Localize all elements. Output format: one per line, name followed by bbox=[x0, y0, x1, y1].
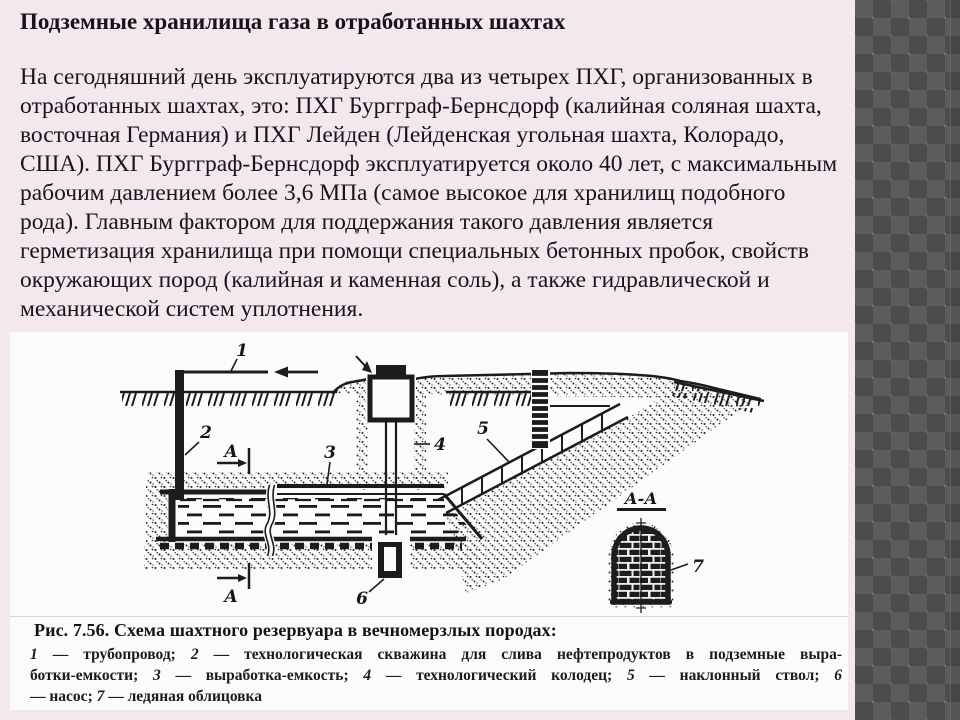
diagram-label-7: 7 bbox=[692, 557, 704, 577]
slide-title: Подземные хранилища газа в отработанных шахтах bbox=[20, 9, 566, 34]
legend-item-number: 3 bbox=[152, 667, 161, 684]
diagram-label-3: 3 bbox=[324, 443, 336, 463]
figure-panel bbox=[10, 332, 848, 710]
legend-item-number: 1 bbox=[30, 646, 38, 663]
legend-item-number: 6 bbox=[834, 667, 842, 684]
figure-legend-line bbox=[30, 686, 842, 707]
section-view-title: А-А bbox=[624, 489, 658, 508]
legend-item-text: — технологическая скважина для слива нефтепродуктов в подземные выра- bbox=[198, 646, 842, 663]
section-view-a-a bbox=[610, 510, 672, 614]
pattern-edge-seam bbox=[950, 0, 951, 720]
slide-text-block bbox=[20, 8, 844, 324]
figure-caption-title: Рис. 7.56. Схема шахтного резервуара в вечномерзлых породах: bbox=[34, 620, 557, 640]
legend-item-text: — насос; bbox=[30, 688, 97, 705]
mine-reservoir-diagram bbox=[10, 332, 848, 615]
figure-legend-line bbox=[30, 644, 842, 665]
diagram-label-6: 6 bbox=[356, 589, 368, 609]
drain-well-2 bbox=[175, 370, 184, 500]
pipeline-1 bbox=[178, 367, 318, 378]
diagram-label-4: 4 bbox=[434, 435, 446, 455]
legend-item-number: 7 bbox=[96, 688, 105, 705]
diagram-label-2: 2 bbox=[200, 423, 212, 443]
legend-item-text: — технологический колодец; bbox=[371, 667, 627, 684]
legend-item-text: ботки-емкости; bbox=[30, 667, 153, 684]
diagram-label-5: 5 bbox=[477, 419, 489, 439]
section-marker-top: А bbox=[224, 442, 238, 462]
slide-body-paragraph: На сегодняшний день эксплуатируются два из четырех ПХГ, организованных в отработанных шахтах, это: ПХГ Бургграф-Бернсдорф (калийная соляная шахта, восточная Германия) и ПХГ Лейден (Лейденская угольная шахта, Колорадо, США). ПХГ Бургграф-Бернсдорф эксплуатируется около 40 лет, с максимальным рабочим давлением более 3,6 МПа (самое высокое для хранилищ подобного рода). Главным фактором для поддержания такого давления является герметизация хранилища при помощи специальных бетонных пробок, свойств окружающих пород (калийная и каменная соль), а также гидравлической и механической систем уплотнения. bbox=[20, 64, 838, 322]
pump-6 bbox=[372, 535, 410, 583]
flow-arrow bbox=[274, 367, 288, 378]
pattern-edge-shade bbox=[951, 0, 960, 720]
legend-item-number: 2 bbox=[190, 646, 199, 663]
figure-divider-line bbox=[10, 616, 848, 617]
section-marker-bottom: А bbox=[224, 587, 238, 607]
diagram-label-1: 1 bbox=[236, 341, 248, 361]
expansion-crack bbox=[265, 485, 275, 556]
legend-item-number: 4 bbox=[363, 667, 372, 684]
background-diamond-pattern bbox=[855, 0, 960, 720]
legend-item-text: — выработка-емкость; bbox=[160, 667, 364, 684]
figure-legend-line bbox=[30, 665, 842, 686]
legend-item-text: — трубопровод; bbox=[37, 646, 191, 663]
legend-item-text: — наклонный ствол; bbox=[634, 667, 835, 684]
support-column bbox=[531, 369, 550, 449]
stored-liquid bbox=[178, 498, 478, 537]
legend-item-text: — ледяная облицовка bbox=[104, 688, 263, 705]
figure-legend bbox=[30, 644, 842, 707]
legend-item-number: 5 bbox=[626, 667, 635, 684]
